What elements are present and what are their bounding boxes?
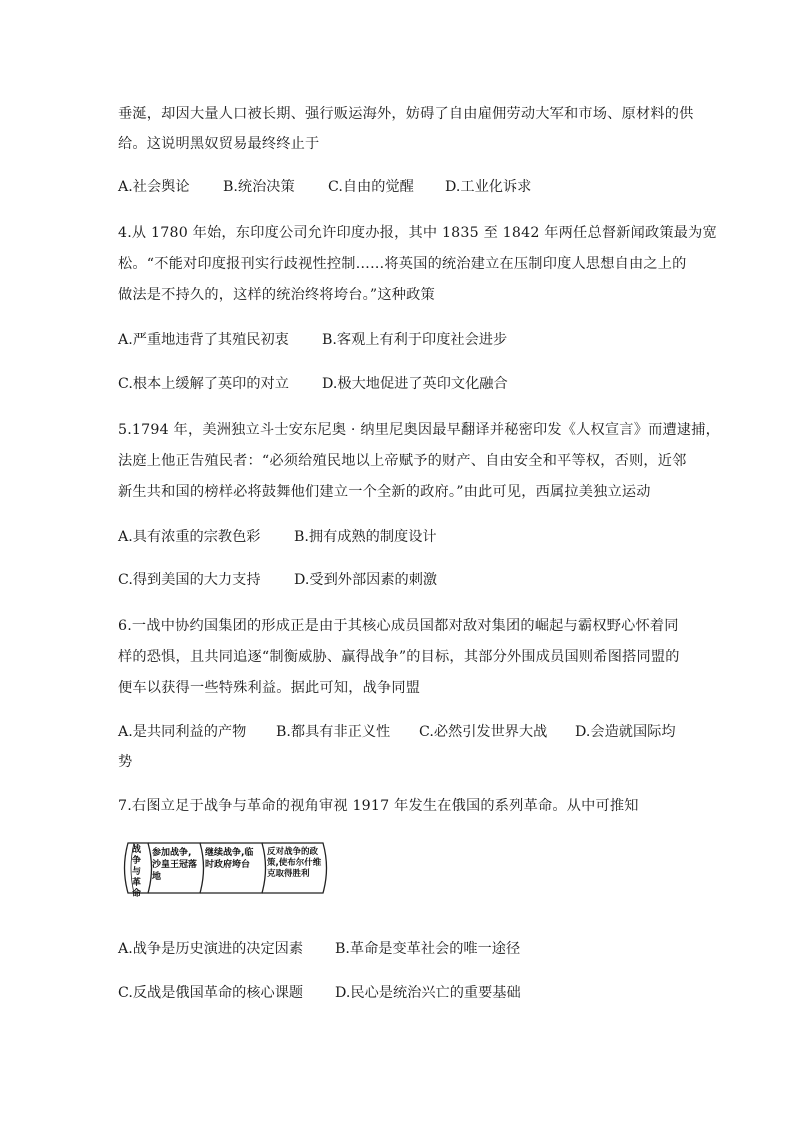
- q6-option-a: A.是共同利益的产物: [118, 724, 247, 740]
- q5-stem-line1: 5.1794 年，美洲独立斗士安东尼奥 · 纳里尼奥因最早翻译并秘密印发《人权宣言》而遭逮捕，: [118, 422, 721, 438]
- q6-stem-line2: 样的恐惧，且共同追逐“制衡威胁、赢得战争”的目标，其部分外围成员国则希图搭同盟的: [118, 649, 680, 665]
- scroll-diagram: [120, 838, 332, 898]
- q6-option-d: D.会造就国际均: [575, 724, 676, 740]
- q6-option-b: B.都具有非正义性: [276, 724, 391, 740]
- q4-stem-line3: 做法是不持久的，这样的统治终将垮台。”这种政策: [118, 287, 435, 303]
- q4-option-b: B.客观上有利于印度社会进步: [322, 332, 508, 348]
- q6-stem-line3: 便车以获得一些特殊利益。据此可知，战争同盟: [118, 680, 421, 696]
- q7-option-c: C.反战是俄国革命的核心课题: [118, 985, 304, 1001]
- q6-option-c: C.必然引发世界大战: [419, 724, 548, 740]
- q3-option-c: C.自由的觉醒: [328, 179, 414, 195]
- q6-stem-line1: 6.一战中协约国集团的形成正是由于其核心成员国都对敌对集团的崛起与霸权野心怀着同: [118, 618, 679, 634]
- q4-option-a: A.严重地违背了其殖民初衷: [118, 332, 289, 348]
- q5-option-c: C.得到美国的大力支持: [118, 572, 261, 588]
- q6-option-d-continuation: 势: [118, 754, 133, 770]
- q3-option-b: B.统治决策: [223, 179, 295, 195]
- q7-stem-line1: 7.右图立足于战争与革命的视角审视 1917 年发生在俄国的系列革命。从中可推知: [118, 798, 639, 814]
- scroll-segment-2-text: 继续战争,临时政府垮台: [205, 848, 254, 870]
- q5-option-d: D.受到外部因素的刺激: [294, 572, 438, 588]
- q3-stem-line1: 垂涎，却因大量人口被长期、强行贩运海外，妨碍了自由雇佣劳动大军和市场、原材料的供: [118, 106, 694, 122]
- scroll-segment-1-text: 参加战争,沙皇王冠落地: [152, 848, 198, 882]
- q5-stem-line2: 法庭上他正告殖民者：“必须给殖民地以上帝赋予的财产、自由安全和平等权，否则，近邻: [118, 453, 687, 469]
- scroll-segment-3-text: 反对战争的政策,使布尔什维克取得胜利: [267, 847, 322, 879]
- scroll-title: 战争与革命: [132, 845, 142, 899]
- q7-option-a: A.战争是历史演进的决定因素: [118, 941, 304, 957]
- q7-scroll-figure: [120, 838, 332, 902]
- q5-option-b: B.拥有成熟的制度设计: [294, 529, 437, 545]
- q4-stem-line1: 4.从 1780 年始，东印度公司允许印度办报，其中 1835 至 1842 年两任总督新闻政策最为宽: [118, 225, 717, 241]
- q3-option-d: D.工业化诉求: [445, 179, 532, 195]
- q7-option-d: D.民心是统治兴亡的重要基础: [335, 985, 521, 1001]
- q3-option-a: A.社会舆论: [118, 179, 190, 195]
- q5-option-a: A.具有浓重的宗教色彩: [118, 529, 261, 545]
- q5-stem-line3: 新生共和国的榜样必将鼓舞他们建立一个全新的政府。”由此可见，西属拉美独立运动: [118, 484, 651, 500]
- q4-stem-line2: 松。“不能对印度报刊实行歧视性控制……将英国的统治建立在压制印度人思想自由之上的: [118, 256, 687, 272]
- q4-option-c: C.根本上缓解了英印的对立: [118, 376, 289, 392]
- q3-stem-line2: 给。这说明黑奴贸易最终终止于: [118, 136, 320, 152]
- q4-option-d: D.极大地促进了英印文化融合: [322, 376, 508, 392]
- q7-option-b: B.革命是变革社会的唯一途径: [335, 941, 521, 957]
